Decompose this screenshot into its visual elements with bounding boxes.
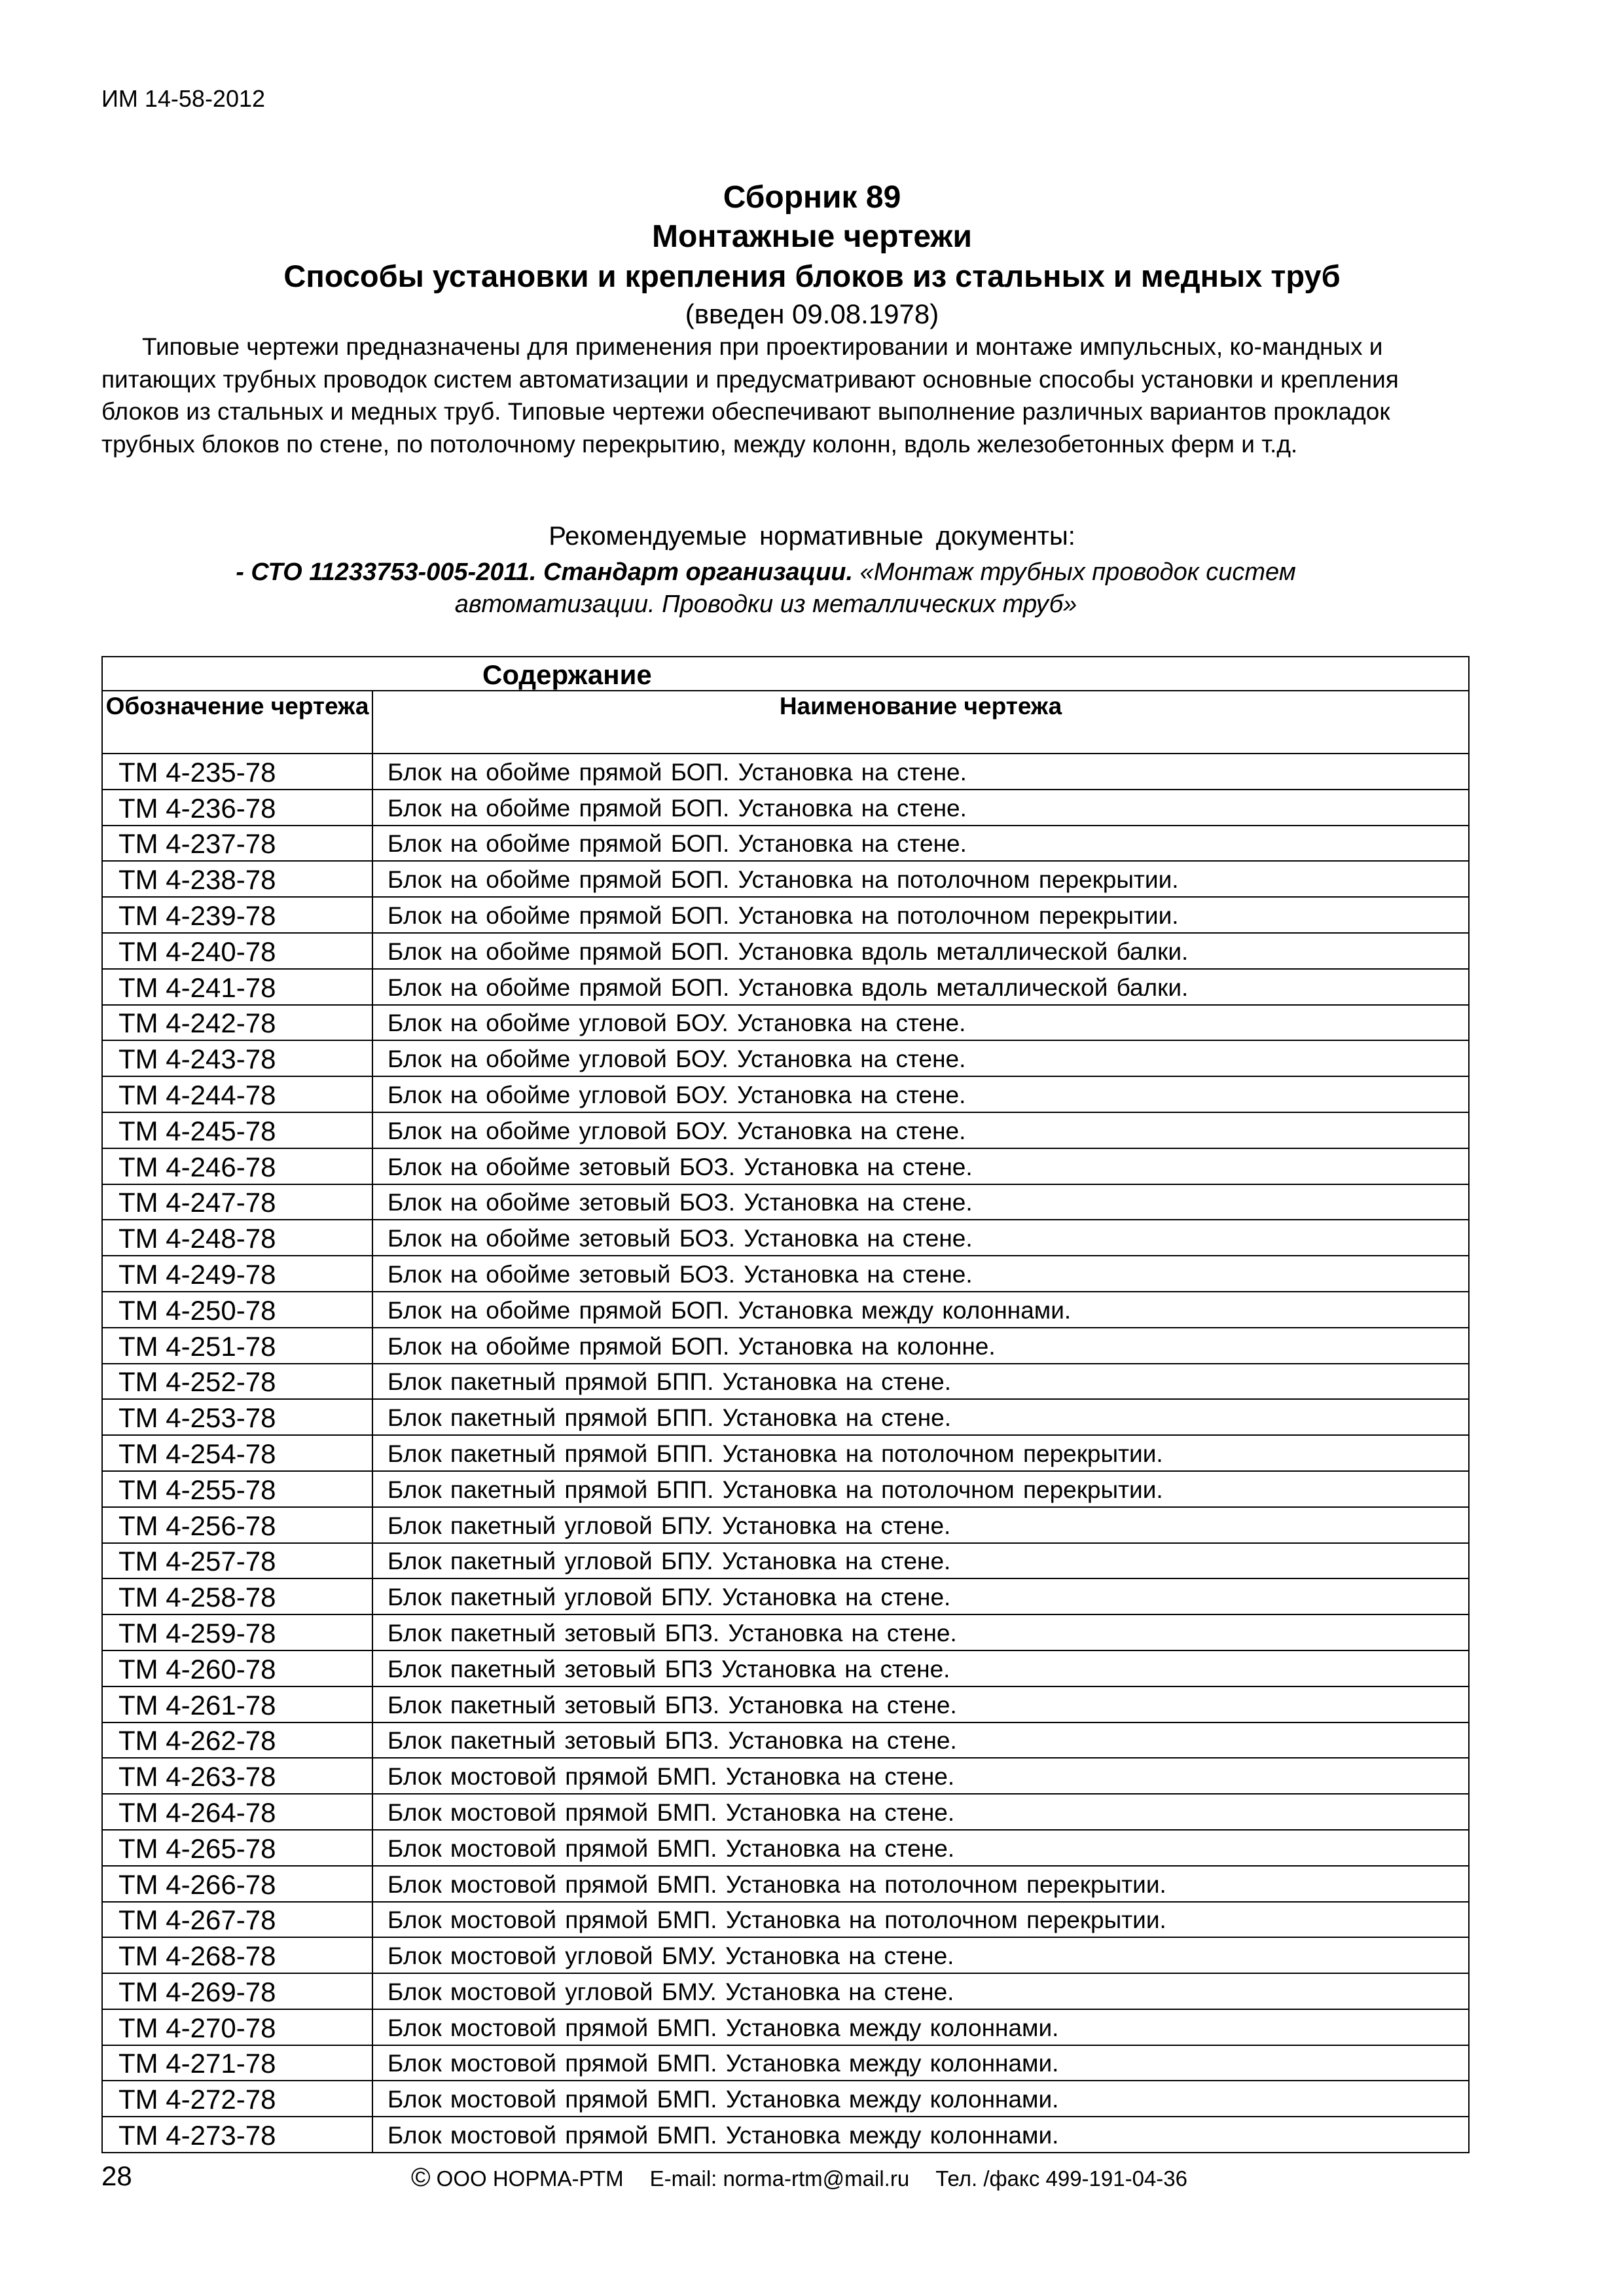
drawing-code: ТМ 4-244-78	[102, 1076, 372, 1112]
footer-company: ООО НОРМА-РТМ	[436, 2166, 624, 2191]
table-row	[102, 1220, 1469, 1256]
drawing-name: Блок мостовой прямой БМП. Установка на стене.	[372, 1758, 1469, 1794]
table-row	[102, 1040, 1469, 1076]
table-row	[102, 1650, 1469, 1686]
table-row	[102, 1937, 1469, 1973]
standard-reference: - СТО 11233753-005-2011. Стандарт организации.	[236, 558, 854, 586]
drawing-code: ТМ 4-267-78	[102, 1902, 372, 1938]
contents-table	[101, 656, 1470, 2153]
table-row	[102, 826, 1469, 862]
introduction-date: (введен 09.08.1978)	[685, 299, 939, 329]
drawing-code: ТМ 4-245-78	[102, 1112, 372, 1148]
drawing-name: Блок на обойме прямой БОП. Установка на потолочном перекрытии.	[372, 861, 1469, 897]
table-row	[102, 969, 1469, 1005]
table-row	[102, 1794, 1469, 1830]
drawing-name: Блок мостовой прямой БМП. Установка на потолочном перекрытии.	[372, 1866, 1469, 1902]
drawing-code: ТМ 4-258-78	[102, 1578, 372, 1614]
drawing-name: Блок пакетный угловой БПУ. Установка на стене.	[372, 1543, 1469, 1579]
drawing-code: ТМ 4-268-78	[102, 1937, 372, 1973]
table-row	[102, 1005, 1469, 1041]
drawing-code: ТМ 4-261-78	[102, 1686, 372, 1722]
drawing-code: ТМ 4-248-78	[102, 1220, 372, 1256]
drawing-code: ТМ 4-246-78	[102, 1148, 372, 1184]
section-title: Монтажные чертежи	[652, 219, 972, 254]
table-row	[102, 2045, 1469, 2081]
drawing-code: ТМ 4-272-78	[102, 2081, 372, 2117]
drawing-code: ТМ 4-269-78	[102, 1973, 372, 2009]
drawing-code: ТМ 4-271-78	[102, 2045, 372, 2081]
drawing-code: ТМ 4-243-78	[102, 1040, 372, 1076]
table-row	[102, 897, 1469, 933]
table-row	[102, 754, 1469, 790]
drawing-name: Блок мостовой прямой БМП. Установка на стене.	[372, 1794, 1469, 1830]
table-row	[102, 1830, 1469, 1866]
table-row	[102, 933, 1469, 969]
drawing-name: Блок на обойме зетовый БОЗ. Установка на стене.	[372, 1220, 1469, 1256]
column-header-code: Обозначение чертежа	[102, 691, 372, 754]
table-row	[102, 1614, 1469, 1650]
drawing-code: ТМ 4-253-78	[102, 1399, 372, 1435]
drawing-name: Блок на обойме прямой БОП. Установка на колонне.	[372, 1328, 1469, 1364]
table-row	[102, 1435, 1469, 1471]
title-block	[0, 178, 1624, 333]
drawing-code: ТМ 4-259-78	[102, 1614, 372, 1650]
drawing-name: Блок на обойме зетовый БОЗ. Установка на стене.	[372, 1184, 1469, 1220]
table-row	[102, 1902, 1469, 1938]
drawing-code: ТМ 4-236-78	[102, 790, 372, 826]
drawing-code: ТМ 4-237-78	[102, 826, 372, 862]
drawing-name: Блок пакетный угловой БПУ. Установка на стене.	[372, 1578, 1469, 1614]
drawing-name: Блок пакетный зетовый БПЗ Установка на стене.	[372, 1650, 1469, 1686]
drawing-name: Блок мостовой прямой БМП. Установка на потолочном перекрытии.	[372, 1902, 1469, 1938]
drawing-name: Блок мостовой прямой БМП. Установка между колоннами.	[372, 2009, 1469, 2045]
drawing-name: Блок на обойме прямой БОП. Установка на стене.	[372, 754, 1469, 790]
drawing-code: ТМ 4-270-78	[102, 2009, 372, 2045]
drawing-code: ТМ 4-250-78	[102, 1292, 372, 1328]
drawing-code: ТМ 4-249-78	[102, 1256, 372, 1292]
drawing-code: ТМ 4-257-78	[102, 1543, 372, 1579]
copyright-symbol: ©	[411, 2163, 431, 2192]
table-row	[102, 1722, 1469, 1758]
drawing-code: ТМ 4-265-78	[102, 1830, 372, 1866]
drawing-code: ТМ 4-241-78	[102, 969, 372, 1005]
page-footer	[411, 2163, 1187, 2193]
column-header-name: Наименование чертежа	[372, 691, 1469, 754]
drawing-name: Блок мостовой угловой БМУ. Установка на стене.	[372, 1973, 1469, 2009]
table-row	[102, 1758, 1469, 1794]
drawing-code: ТМ 4-256-78	[102, 1507, 372, 1543]
drawing-name: Блок на обойме прямой БОП. Установка вдоль металлической балки.	[372, 933, 1469, 969]
drawing-name: Блок мостовой угловой БМУ. Установка на стене.	[372, 1937, 1469, 1973]
drawing-code: ТМ 4-238-78	[102, 861, 372, 897]
drawing-name: Блок пакетный зетовый БПЗ. Установка на стене.	[372, 1686, 1469, 1722]
drawing-code: ТМ 4-254-78	[102, 1435, 372, 1471]
drawing-code: ТМ 4-242-78	[102, 1005, 372, 1041]
drawing-code: ТМ 4-235-78	[102, 754, 372, 790]
drawing-code: ТМ 4-239-78	[102, 897, 372, 933]
description-paragraph: Типовые чертежи предназначены для применения при проектировании и монтаже импульсных, ко-мандных и питающих трубных проводок систем автоматизации и предусматривают основные способы установки и крепления блоков из стальных и медных труб. Типовые чертежи обеспечивают выполнение различных вариантов прокладок трубных блоков по стене, по потолочному перекрытию, между колонн, вдоль железобетонных ферм и т.д.	[101, 333, 1399, 458]
table-row	[102, 1543, 1469, 1579]
table-row	[102, 1578, 1469, 1614]
drawing-name: Блок на обойме зетовый БОЗ. Установка на стене.	[372, 1148, 1469, 1184]
contents-caption: Содержание	[102, 657, 1469, 691]
drawing-name: Блок пакетный зетовый БПЗ. Установка на стене.	[372, 1614, 1469, 1650]
recommended-document-item	[141, 556, 1391, 621]
drawing-name: Блок на обойме угловой БОУ. Установка на стене.	[372, 1005, 1469, 1041]
table-row	[102, 2117, 1469, 2153]
table-row	[102, 1471, 1469, 1507]
table-row	[102, 790, 1469, 826]
drawing-code: ТМ 4-266-78	[102, 1866, 372, 1902]
collection-title: Сборник 89	[723, 180, 901, 215]
table-row	[102, 1076, 1469, 1112]
drawing-name: Блок мостовой прямой БМП. Установка на стене.	[372, 1830, 1469, 1866]
drawing-name: Блок на обойме угловой БОУ. Установка на стене.	[372, 1040, 1469, 1076]
table-row	[102, 1292, 1469, 1328]
table-row	[102, 1399, 1469, 1435]
drawing-code: ТМ 4-262-78	[102, 1722, 372, 1758]
table-row	[102, 2009, 1469, 2045]
drawing-code: ТМ 4-240-78	[102, 933, 372, 969]
subject-title: Способы установки и крепления блоков из стальных и медных труб	[283, 259, 1341, 293]
drawing-name: Блок пакетный прямой БПП. Установка на потолочном перекрытии.	[372, 1471, 1469, 1507]
drawing-name: Блок на обойме угловой БОУ. Установка на стене.	[372, 1112, 1469, 1148]
drawing-code: ТМ 4-264-78	[102, 1794, 372, 1830]
drawing-name: Блок мостовой прямой БМП. Установка между колоннами.	[372, 2045, 1469, 2081]
drawing-name: Блок на обойме угловой БОУ. Установка на стене.	[372, 1076, 1469, 1112]
document-code: ИМ 14-58-2012	[101, 85, 266, 112]
table-row	[102, 1364, 1469, 1400]
drawing-name: Блок пакетный прямой БПП. Установка на потолочном перекрытии.	[372, 1435, 1469, 1471]
drawing-name: Блок на обойме прямой БОП. Установка вдоль металлической балки.	[372, 969, 1469, 1005]
drawing-name: Блок на обойме прямой БОП. Установка на потолочном перекрытии.	[372, 897, 1469, 933]
drawing-name: Блок на обойме зетовый БОЗ. Установка на стене.	[372, 1256, 1469, 1292]
table-row	[102, 1507, 1469, 1543]
drawing-code: ТМ 4-263-78	[102, 1758, 372, 1794]
drawing-code: ТМ 4-260-78	[102, 1650, 372, 1686]
table-row	[102, 1328, 1469, 1364]
drawing-code: ТМ 4-255-78	[102, 1471, 372, 1507]
table-row	[102, 1112, 1469, 1148]
drawing-name: Блок на обойме прямой БОП. Установка на стене.	[372, 790, 1469, 826]
table-row	[102, 2081, 1469, 2117]
footer-phone: Тел. /факс 499-191-04-36	[935, 2166, 1187, 2191]
drawing-name: Блок на обойме прямой БОП. Установка между колоннами.	[372, 1292, 1469, 1328]
table-row	[102, 1866, 1469, 1902]
drawing-name: Блок пакетный зетовый БПЗ. Установка на стене.	[372, 1722, 1469, 1758]
table-row	[102, 1256, 1469, 1292]
footer-email: E-mail: norma-rtm@mail.ru	[649, 2166, 910, 2191]
drawing-name: Блок пакетный прямой БПП. Установка на стене.	[372, 1364, 1469, 1400]
page-number: 28	[101, 2160, 132, 2191]
table-row	[102, 1686, 1469, 1722]
drawing-name: Блок пакетный прямой БПП. Установка на стене.	[372, 1399, 1469, 1435]
drawing-code: ТМ 4-251-78	[102, 1328, 372, 1364]
drawing-code: ТМ 4-273-78	[102, 2117, 372, 2153]
table-row	[102, 1973, 1469, 2009]
drawing-code: ТМ 4-247-78	[102, 1184, 372, 1220]
drawing-code: ТМ 4-252-78	[102, 1364, 372, 1400]
drawing-name: Блок мостовой прямой БМП. Установка между колоннами.	[372, 2081, 1469, 2117]
drawing-name: Блок на обойме прямой БОП. Установка на стене.	[372, 826, 1469, 862]
table-row	[102, 861, 1469, 897]
standard-title: «Монтаж трубных проводок систем автоматизации. Проводки из металлических труб»	[454, 558, 1296, 618]
recommended-documents-heading: Рекомендуемые нормативные документы:	[549, 522, 1075, 551]
drawing-name: Блок мостовой прямой БМП. Установка между колоннами.	[372, 2117, 1469, 2153]
table-row	[102, 1184, 1469, 1220]
drawing-name: Блок пакетный угловой БПУ. Установка на стене.	[372, 1507, 1469, 1543]
table-row	[102, 1148, 1469, 1184]
